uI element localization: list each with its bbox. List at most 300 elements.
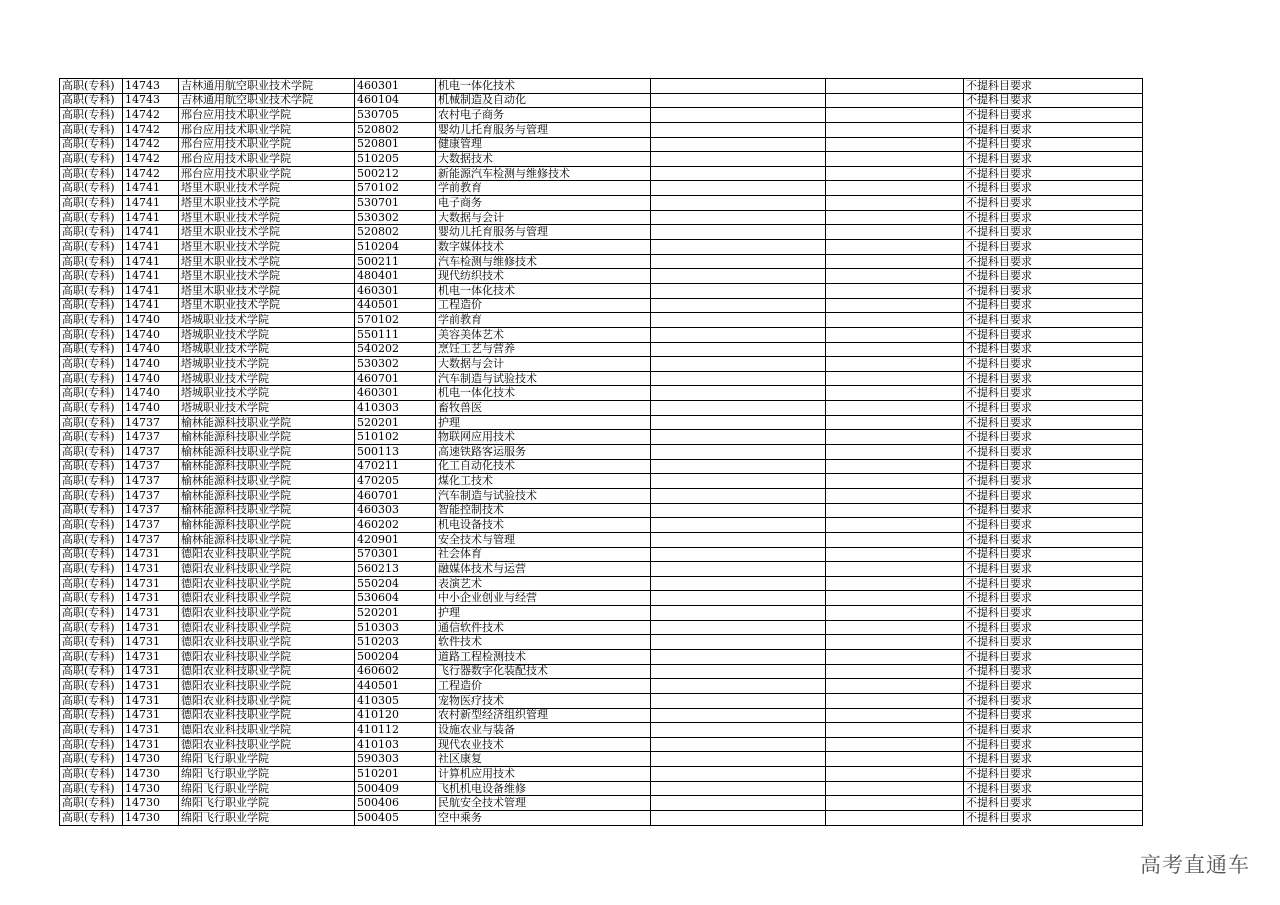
requirement-cell: 不提科目要求 [964, 562, 1143, 577]
school-name-cell: 塔里木职业技术学院 [179, 210, 355, 225]
school-name-cell: 绵阳飞行职业学院 [179, 811, 355, 826]
school-code-cell: 14730 [123, 767, 179, 782]
major-name-cell: 工程造价 [436, 298, 651, 313]
major-code-cell: 510102 [355, 430, 436, 445]
blank-cell-1 [651, 327, 826, 342]
school-code-cell: 14731 [123, 679, 179, 694]
school-name-cell: 吉林通用航空职业技术学院 [179, 93, 355, 108]
school-name-cell: 塔里木职业技术学院 [179, 254, 355, 269]
school-name-cell: 榆林能源科技职业学院 [179, 474, 355, 489]
blank-cell-1 [651, 591, 826, 606]
school-name-cell: 德阳农业科技职业学院 [179, 737, 355, 752]
school-code-cell: 14741 [123, 269, 179, 284]
school-name-cell: 德阳农业科技职业学院 [179, 693, 355, 708]
blank-cell-1 [651, 357, 826, 372]
table-row [60, 723, 1143, 738]
school-name-cell: 邢台应用技术职业学院 [179, 137, 355, 152]
major-code-cell: 530302 [355, 357, 436, 372]
requirement-cell: 不提科目要求 [964, 371, 1143, 386]
major-code-cell: 460301 [355, 283, 436, 298]
school-name-cell: 榆林能源科技职业学院 [179, 459, 355, 474]
requirement-cell: 不提科目要求 [964, 767, 1143, 782]
major-code-cell: 460701 [355, 488, 436, 503]
level-cell: 高职(专科) [60, 196, 123, 211]
level-cell: 高职(专科) [60, 693, 123, 708]
requirement-cell: 不提科目要求 [964, 723, 1143, 738]
blank-cell-2 [826, 811, 964, 826]
major-name-cell: 物联网应用技术 [436, 430, 651, 445]
major-name-cell: 烹饪工艺与营养 [436, 342, 651, 357]
blank-cell-1 [651, 620, 826, 635]
level-cell: 高职(专科) [60, 152, 123, 167]
blank-cell-1 [651, 606, 826, 621]
level-cell: 高职(专科) [60, 254, 123, 269]
school-code-cell: 14731 [123, 562, 179, 577]
level-cell: 高职(专科) [60, 532, 123, 547]
school-name-cell: 塔城职业技术学院 [179, 386, 355, 401]
major-code-cell: 510205 [355, 152, 436, 167]
requirement-cell: 不提科目要求 [964, 664, 1143, 679]
blank-cell-2 [826, 327, 964, 342]
major-name-cell: 社会体育 [436, 547, 651, 562]
blank-cell-1 [651, 547, 826, 562]
major-name-cell: 大数据与会计 [436, 210, 651, 225]
requirement-cell: 不提科目要求 [964, 708, 1143, 723]
school-code-cell: 14741 [123, 210, 179, 225]
school-code-cell: 14730 [123, 781, 179, 796]
blank-cell-2 [826, 415, 964, 430]
table-row [60, 269, 1143, 284]
school-name-cell: 榆林能源科技职业学院 [179, 488, 355, 503]
school-name-cell: 塔城职业技术学院 [179, 357, 355, 372]
requirement-cell: 不提科目要求 [964, 122, 1143, 137]
blank-cell-1 [651, 459, 826, 474]
school-code-cell: 14742 [123, 152, 179, 167]
major-name-cell: 机电一体化技术 [436, 79, 651, 94]
level-cell: 高职(专科) [60, 459, 123, 474]
table-row [60, 283, 1143, 298]
school-code-cell: 14731 [123, 664, 179, 679]
blank-cell-2 [826, 781, 964, 796]
requirement-cell: 不提科目要求 [964, 649, 1143, 664]
school-code-cell: 14740 [123, 313, 179, 328]
school-code-cell: 14743 [123, 79, 179, 94]
requirement-cell: 不提科目要求 [964, 488, 1143, 503]
school-name-cell: 德阳农业科技职业学院 [179, 606, 355, 621]
blank-cell-1 [651, 532, 826, 547]
school-code-cell: 14741 [123, 298, 179, 313]
major-code-cell: 460701 [355, 371, 436, 386]
level-cell: 高职(专科) [60, 767, 123, 782]
major-code-cell: 520802 [355, 225, 436, 240]
requirement-cell: 不提科目要求 [964, 108, 1143, 123]
level-cell: 高职(专科) [60, 737, 123, 752]
school-code-cell: 14741 [123, 240, 179, 255]
major-name-cell: 社区康复 [436, 752, 651, 767]
requirement-cell: 不提科目要求 [964, 576, 1143, 591]
major-name-cell: 护理 [436, 606, 651, 621]
table-row [60, 430, 1143, 445]
level-cell: 高职(专科) [60, 679, 123, 694]
blank-cell-2 [826, 371, 964, 386]
blank-cell-2 [826, 166, 964, 181]
blank-cell-2 [826, 664, 964, 679]
requirement-cell: 不提科目要求 [964, 620, 1143, 635]
major-code-cell: 480401 [355, 269, 436, 284]
major-name-cell: 化工自动化技术 [436, 459, 651, 474]
table-row [60, 386, 1143, 401]
blank-cell-1 [651, 415, 826, 430]
blank-cell-1 [651, 108, 826, 123]
blank-cell-1 [651, 152, 826, 167]
requirement-cell: 不提科目要求 [964, 357, 1143, 372]
table-row [60, 108, 1143, 123]
requirement-cell: 不提科目要求 [964, 459, 1143, 474]
blank-cell-2 [826, 93, 964, 108]
blank-cell-2 [826, 298, 964, 313]
table-row [60, 357, 1143, 372]
blank-cell-1 [651, 503, 826, 518]
blank-cell-2 [826, 430, 964, 445]
school-name-cell: 绵阳飞行职业学院 [179, 752, 355, 767]
blank-cell-1 [651, 796, 826, 811]
table-row [60, 811, 1143, 826]
blank-cell-2 [826, 547, 964, 562]
table-row [60, 137, 1143, 152]
blank-cell-1 [651, 269, 826, 284]
school-name-cell: 绵阳飞行职业学院 [179, 767, 355, 782]
table-row [60, 649, 1143, 664]
blank-cell-1 [651, 298, 826, 313]
major-name-cell: 设施农业与装备 [436, 723, 651, 738]
level-cell: 高职(专科) [60, 415, 123, 430]
major-code-cell: 410120 [355, 708, 436, 723]
blank-cell-2 [826, 562, 964, 577]
table-row [60, 693, 1143, 708]
major-name-cell: 汽车检测与维修技术 [436, 254, 651, 269]
blank-cell-2 [826, 459, 964, 474]
major-name-cell: 现代纺织技术 [436, 269, 651, 284]
major-code-cell: 570301 [355, 547, 436, 562]
school-name-cell: 塔城职业技术学院 [179, 401, 355, 416]
major-name-cell: 机械制造及自动化 [436, 93, 651, 108]
blank-cell-1 [651, 723, 826, 738]
school-name-cell: 德阳农业科技职业学院 [179, 635, 355, 650]
watermark-text: 高考直通车 [1140, 853, 1250, 877]
requirement-cell: 不提科目要求 [964, 283, 1143, 298]
requirement-cell: 不提科目要求 [964, 503, 1143, 518]
school-code-cell: 14743 [123, 93, 179, 108]
major-code-cell: 510204 [355, 240, 436, 255]
blank-cell-1 [651, 649, 826, 664]
level-cell: 高职(专科) [60, 181, 123, 196]
blank-cell-2 [826, 386, 964, 401]
table-row [60, 576, 1143, 591]
major-code-cell: 520201 [355, 606, 436, 621]
major-name-cell: 机电一体化技术 [436, 386, 651, 401]
table-row [60, 488, 1143, 503]
blank-cell-2 [826, 796, 964, 811]
blank-cell-2 [826, 152, 964, 167]
major-name-cell: 电子商务 [436, 196, 651, 211]
table-row [60, 445, 1143, 460]
level-cell: 高职(专科) [60, 225, 123, 240]
major-code-cell: 530604 [355, 591, 436, 606]
blank-cell-2 [826, 210, 964, 225]
table-row [60, 254, 1143, 269]
level-cell: 高职(专科) [60, 503, 123, 518]
table-row [60, 606, 1143, 621]
level-cell: 高职(专科) [60, 635, 123, 650]
requirement-cell: 不提科目要求 [964, 635, 1143, 650]
blank-cell-1 [651, 430, 826, 445]
blank-cell-2 [826, 649, 964, 664]
school-name-cell: 邢台应用技术职业学院 [179, 152, 355, 167]
level-cell: 高职(专科) [60, 122, 123, 137]
major-code-cell: 520201 [355, 415, 436, 430]
level-cell: 高职(专科) [60, 108, 123, 123]
school-code-cell: 14742 [123, 108, 179, 123]
table-row [60, 474, 1143, 489]
requirement-cell: 不提科目要求 [964, 518, 1143, 533]
school-code-cell: 14741 [123, 225, 179, 240]
blank-cell-1 [651, 811, 826, 826]
major-code-cell: 460104 [355, 93, 436, 108]
school-code-cell: 14737 [123, 532, 179, 547]
table-row [60, 562, 1143, 577]
major-code-cell: 550111 [355, 327, 436, 342]
level-cell: 高职(专科) [60, 327, 123, 342]
school-code-cell: 14737 [123, 518, 179, 533]
level-cell: 高职(专科) [60, 649, 123, 664]
requirement-cell: 不提科目要求 [964, 152, 1143, 167]
level-cell: 高职(专科) [60, 708, 123, 723]
major-name-cell: 数字媒体技术 [436, 240, 651, 255]
school-code-cell: 14731 [123, 708, 179, 723]
blank-cell-1 [651, 401, 826, 416]
school-name-cell: 德阳农业科技职业学院 [179, 576, 355, 591]
major-name-cell: 计算机应用技术 [436, 767, 651, 782]
table-row [60, 547, 1143, 562]
table-row [60, 781, 1143, 796]
level-cell: 高职(专科) [60, 401, 123, 416]
school-name-cell: 德阳农业科技职业学院 [179, 664, 355, 679]
table-row [60, 620, 1143, 635]
blank-cell-2 [826, 503, 964, 518]
major-name-cell: 民航安全技术管理 [436, 796, 651, 811]
major-code-cell: 530302 [355, 210, 436, 225]
school-name-cell: 塔里木职业技术学院 [179, 298, 355, 313]
major-code-cell: 500204 [355, 649, 436, 664]
table-row [60, 415, 1143, 430]
table-row [60, 737, 1143, 752]
blank-cell-2 [826, 723, 964, 738]
major-code-cell: 460303 [355, 503, 436, 518]
table-row [60, 240, 1143, 255]
level-cell: 高职(专科) [60, 166, 123, 181]
major-code-cell: 470211 [355, 459, 436, 474]
blank-cell-1 [651, 313, 826, 328]
school-name-cell: 德阳农业科技职业学院 [179, 708, 355, 723]
requirement-cell: 不提科目要求 [964, 796, 1143, 811]
major-code-cell: 510303 [355, 620, 436, 635]
level-cell: 高职(专科) [60, 269, 123, 284]
major-code-cell: 460301 [355, 386, 436, 401]
school-name-cell: 塔里木职业技术学院 [179, 225, 355, 240]
requirement-cell: 不提科目要求 [964, 313, 1143, 328]
blank-cell-1 [651, 664, 826, 679]
blank-cell-1 [651, 635, 826, 650]
school-name-cell: 德阳农业科技职业学院 [179, 723, 355, 738]
requirement-cell: 不提科目要求 [964, 210, 1143, 225]
school-code-cell: 14730 [123, 811, 179, 826]
blank-cell-1 [651, 225, 826, 240]
major-code-cell: 500405 [355, 811, 436, 826]
major-name-cell: 学前教育 [436, 181, 651, 196]
blank-cell-1 [651, 386, 826, 401]
blank-cell-2 [826, 576, 964, 591]
blank-cell-2 [826, 122, 964, 137]
blank-cell-2 [826, 283, 964, 298]
blank-cell-1 [651, 693, 826, 708]
major-name-cell: 宠物医疗技术 [436, 693, 651, 708]
major-code-cell: 570102 [355, 181, 436, 196]
major-code-cell: 540202 [355, 342, 436, 357]
blank-cell-2 [826, 767, 964, 782]
major-code-cell: 550204 [355, 576, 436, 591]
requirement-cell: 不提科目要求 [964, 298, 1143, 313]
table-row [60, 518, 1143, 533]
school-code-cell: 14741 [123, 283, 179, 298]
blank-cell-2 [826, 240, 964, 255]
major-name-cell: 婴幼儿托育服务与管理 [436, 122, 651, 137]
school-code-cell: 14742 [123, 122, 179, 137]
school-code-cell: 14731 [123, 591, 179, 606]
major-name-cell: 汽车制造与试验技术 [436, 371, 651, 386]
blank-cell-2 [826, 752, 964, 767]
school-name-cell: 邢台应用技术职业学院 [179, 122, 355, 137]
blank-cell-2 [826, 181, 964, 196]
major-code-cell: 410112 [355, 723, 436, 738]
requirement-cell: 不提科目要求 [964, 196, 1143, 211]
blank-cell-1 [651, 196, 826, 211]
blank-cell-2 [826, 518, 964, 533]
school-code-cell: 14741 [123, 181, 179, 196]
level-cell: 高职(专科) [60, 298, 123, 313]
blank-cell-2 [826, 532, 964, 547]
school-code-cell: 14741 [123, 254, 179, 269]
school-code-cell: 14737 [123, 459, 179, 474]
requirement-cell: 不提科目要求 [964, 591, 1143, 606]
table-row [60, 342, 1143, 357]
table-row [60, 796, 1143, 811]
major-name-cell: 婴幼儿托育服务与管理 [436, 225, 651, 240]
blank-cell-2 [826, 254, 964, 269]
school-code-cell: 14737 [123, 474, 179, 489]
table-row [60, 79, 1143, 94]
major-code-cell: 440501 [355, 298, 436, 313]
blank-cell-1 [651, 122, 826, 137]
blank-cell-2 [826, 225, 964, 240]
blank-cell-2 [826, 196, 964, 211]
level-cell: 高职(专科) [60, 518, 123, 533]
level-cell: 高职(专科) [60, 240, 123, 255]
major-name-cell: 工程造价 [436, 679, 651, 694]
school-code-cell: 14737 [123, 445, 179, 460]
school-name-cell: 德阳农业科技职业学院 [179, 547, 355, 562]
school-code-cell: 14731 [123, 693, 179, 708]
major-name-cell: 表演艺术 [436, 576, 651, 591]
major-name-cell: 机电一体化技术 [436, 283, 651, 298]
requirement-cell: 不提科目要求 [964, 781, 1143, 796]
blank-cell-1 [651, 445, 826, 460]
level-cell: 高职(专科) [60, 620, 123, 635]
blank-cell-1 [651, 210, 826, 225]
school-code-cell: 14742 [123, 166, 179, 181]
table-row [60, 298, 1143, 313]
blank-cell-1 [651, 518, 826, 533]
major-code-cell: 460202 [355, 518, 436, 533]
major-code-cell: 500211 [355, 254, 436, 269]
school-name-cell: 塔里木职业技术学院 [179, 196, 355, 211]
table-row [60, 708, 1143, 723]
school-name-cell: 榆林能源科技职业学院 [179, 518, 355, 533]
blank-cell-2 [826, 313, 964, 328]
school-name-cell: 榆林能源科技职业学院 [179, 430, 355, 445]
requirement-cell: 不提科目要求 [964, 474, 1143, 489]
level-cell: 高职(专科) [60, 606, 123, 621]
major-code-cell: 520802 [355, 122, 436, 137]
level-cell: 高职(专科) [60, 664, 123, 679]
school-name-cell: 塔城职业技术学院 [179, 327, 355, 342]
major-name-cell: 畜牧兽医 [436, 401, 651, 416]
admission-table [59, 78, 1143, 826]
requirement-cell: 不提科目要求 [964, 269, 1143, 284]
level-cell: 高职(专科) [60, 488, 123, 503]
blank-cell-2 [826, 488, 964, 503]
major-name-cell: 道路工程检测技术 [436, 649, 651, 664]
school-code-cell: 14740 [123, 401, 179, 416]
requirement-cell: 不提科目要求 [964, 79, 1143, 94]
blank-cell-1 [651, 371, 826, 386]
major-code-cell: 500406 [355, 796, 436, 811]
school-name-cell: 德阳农业科技职业学院 [179, 620, 355, 635]
level-cell: 高职(专科) [60, 811, 123, 826]
blank-cell-1 [651, 474, 826, 489]
level-cell: 高职(专科) [60, 576, 123, 591]
major-name-cell: 大数据技术 [436, 152, 651, 167]
table-row [60, 166, 1143, 181]
blank-cell-2 [826, 606, 964, 621]
school-code-cell: 14731 [123, 547, 179, 562]
school-name-cell: 绵阳飞行职业学院 [179, 796, 355, 811]
level-cell: 高职(专科) [60, 79, 123, 94]
major-name-cell: 飞机机电设备维修 [436, 781, 651, 796]
major-code-cell: 590303 [355, 752, 436, 767]
school-code-cell: 14740 [123, 371, 179, 386]
requirement-cell: 不提科目要求 [964, 225, 1143, 240]
major-name-cell: 飞行器数字化装配技术 [436, 664, 651, 679]
requirement-cell: 不提科目要求 [964, 547, 1143, 562]
table-row [60, 196, 1143, 211]
requirement-cell: 不提科目要求 [964, 679, 1143, 694]
blank-cell-2 [826, 401, 964, 416]
major-name-cell: 护理 [436, 415, 651, 430]
table-row [60, 679, 1143, 694]
blank-cell-2 [826, 108, 964, 123]
major-code-cell: 410303 [355, 401, 436, 416]
school-code-cell: 14731 [123, 576, 179, 591]
